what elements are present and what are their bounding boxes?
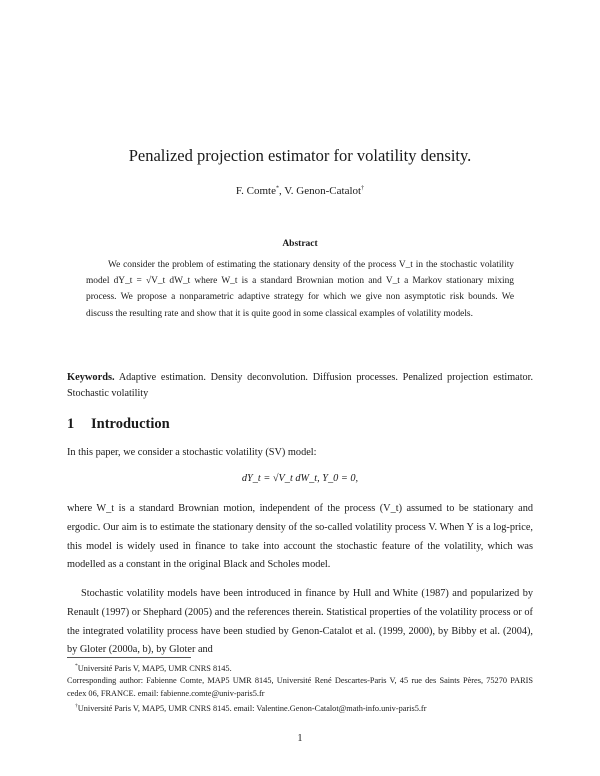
intro-paragraph-3: Stochastic volatility models have been introduced in finance by Hull and White (1987) and popularized by Renault (1997) or Shephard (2005) and the references therein. Statistical properties of the volatility process or of the integrated volatility process have been studied by Genon-Catalot et al. (1999, 2000), by Bibby et al. (2004), by Gloter (2000a, b), by Gloter and xyxy=(67,588,533,656)
page-number: 1 xyxy=(297,733,303,744)
footnote-2 xyxy=(75,700,533,715)
footnote-1-text: Université Paris V, MAP5, UMR CNRS 8145. xyxy=(77,663,232,673)
author-genon-catalot-mark: † xyxy=(361,185,365,192)
author-line xyxy=(0,185,600,197)
section-heading xyxy=(67,416,170,433)
intro-paragraph-1: In this paper, we consider a stochastic volatility (SV) model: xyxy=(67,447,317,458)
abstract-text: We consider the problem of estimating the stationary density of the process V_t in the stochastic volatility model dY_t = √V_t dW_t where W_t is a standard Brownian motion and V_t a Markov stationary mixing process. We propose a nonparametric adaptive strategy for which we give non asymptotic risk bounds. We discuss the resulting rate and show that it is quite good in some classical examples of volatility models. xyxy=(86,260,514,319)
sv-model-equation: dY_t = √V_t dW_t, Y_0 = 0, xyxy=(241,473,359,484)
paper-title: Penalized projection estimator for volatility density. xyxy=(128,146,472,165)
intro-paragraph-2: where W_t is a standard Brownian motion, independent of the process (V_t) assumed to be stationary and ergodic. Our aim is to estimate the stationary density of the so-called volatility process V. When Y is a log-price, this model is widely used in finance to take into account the stochastic feature of the volatility, which was modelled as a constant in the original Black and Scholes model. xyxy=(67,503,533,571)
author-comte: F. Comte xyxy=(235,185,276,197)
keywords-text: Adaptive estimation. Density deconvolution. Diffusion processes. Penalized projection estimator. Stochastic volatility xyxy=(67,372,533,399)
section-title: Introduction xyxy=(91,416,170,432)
author-comte-mark: * xyxy=(275,185,279,192)
footnote-2-mark: † xyxy=(75,703,78,709)
author-genon-catalot: , V. Genon-Catalot xyxy=(278,185,362,197)
keywords-block xyxy=(67,370,533,402)
keywords-label: Keywords. xyxy=(67,372,115,383)
footnote-1-mark: * xyxy=(75,663,78,669)
footnote-2-text: Université Paris V, MAP5, UMR CNRS 8145. email: Valentine.Genon-Catalot@math-info.univ-paris5.fr xyxy=(77,703,427,713)
footnote-corresponding: Corresponding author: Fabienne Comte, MAP5 UMR 8145, Université René Descartes-Paris V, 45 rue des Saints Pères, 75270 PARIS cedex 06, FRANCE. email: fabienne.comte@univ-paris5.fr xyxy=(67,676,533,699)
footnote-1 xyxy=(75,660,533,675)
section-number: 1 xyxy=(67,416,75,432)
abstract-heading: Abstract xyxy=(282,239,318,249)
footnote-rule xyxy=(67,657,191,658)
